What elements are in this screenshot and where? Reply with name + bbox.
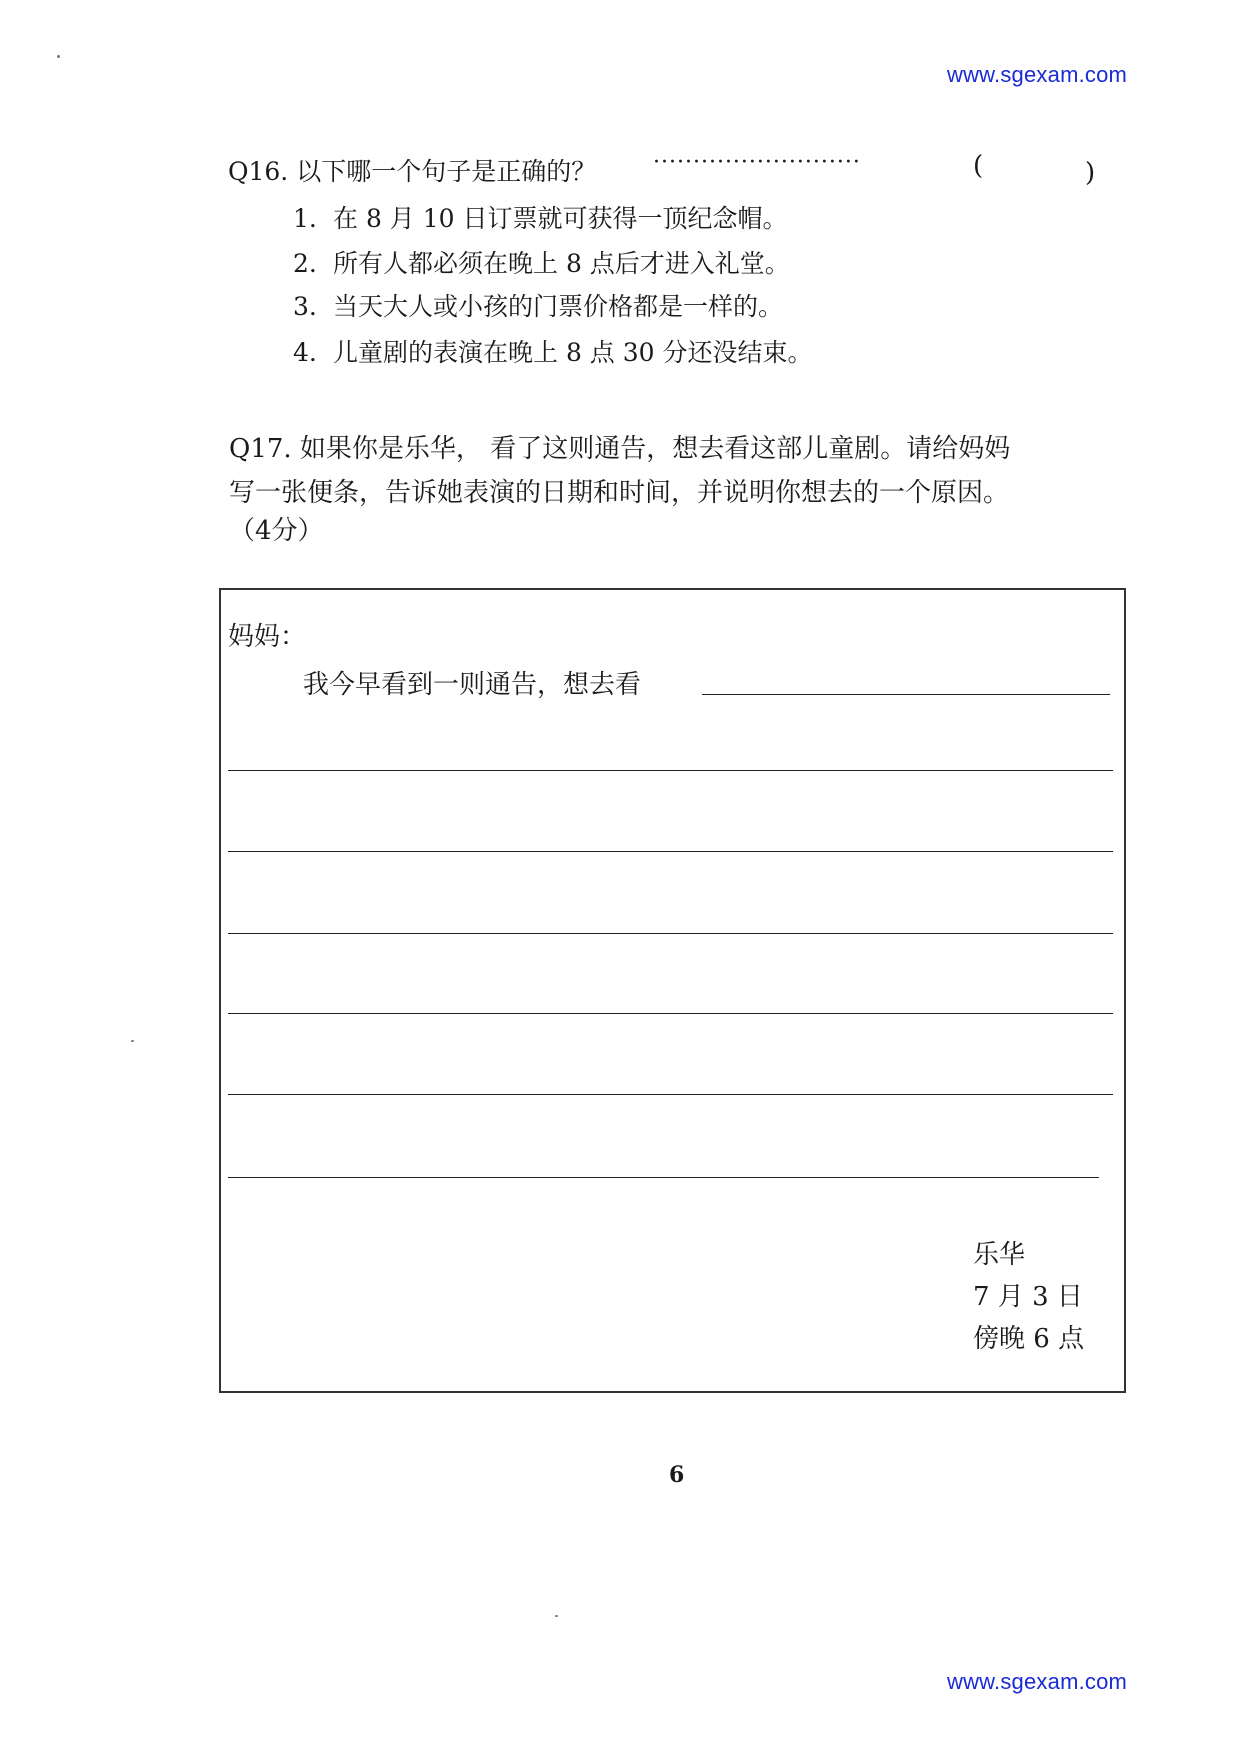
note-signature-time: 傍晚 6 点 — [973, 1324, 1085, 1354]
answer-bracket-open: ( — [973, 151, 984, 181]
answer-bracket-close: ) — [1085, 158, 1096, 188]
q16-option-4 — [293, 333, 813, 369]
option-text: 当天大人或小孩的门票价格都是一样的。 — [333, 292, 784, 321]
writing-line[interactable] — [228, 770, 1113, 771]
q17-question-line-2: 写一张便条，告诉她表演的日期和时间，并说明你想去的一个原因。 — [229, 478, 1010, 508]
watermark-top[interactable]: www.sgexam.com — [947, 62, 1128, 87]
option-text: 在 8 月 10 日订票就可获得一顶纪念帽。 — [333, 204, 788, 233]
answer-box — [219, 588, 1126, 1393]
option-text: 所有人都必须在晚上 8 点后才进入礼堂。 — [333, 249, 790, 278]
q16-option-2 — [293, 244, 790, 280]
note-salutation: 妈妈： — [228, 622, 307, 652]
q16-dot-leader: ·························· — [653, 150, 861, 175]
writing-line[interactable] — [228, 851, 1113, 852]
writing-line-first[interactable] — [702, 694, 1110, 695]
note-signature-date: 7 月 3 日 — [973, 1282, 1083, 1312]
writing-line[interactable] — [228, 1094, 1113, 1095]
q17-question-line-1: Q17. 如果你是乐华， 看了这则通告，想去看这部儿童剧。请给妈妈 — [229, 434, 1011, 464]
q17-marks: （4分） — [229, 516, 324, 546]
writing-line[interactable] — [228, 1013, 1113, 1014]
watermark-bottom[interactable]: www.sgexam.com — [947, 1669, 1128, 1694]
scan-speck — [131, 1040, 134, 1042]
q16-option-3 — [293, 287, 783, 323]
scan-speck — [555, 1615, 558, 1617]
page-number: 6 — [669, 1462, 685, 1488]
writing-line[interactable] — [228, 1177, 1099, 1178]
option-number: 2. — [293, 249, 317, 278]
q16-option-1 — [293, 199, 788, 235]
option-number: 3. — [293, 292, 317, 321]
writing-line[interactable] — [228, 933, 1113, 934]
q16-question: Q16. 以下哪一个句子是正确的？ — [228, 157, 597, 186]
note-opening: 我今早看到一则通告，想去看 — [303, 670, 642, 700]
option-number: 1. — [293, 204, 317, 233]
option-number: 4. — [293, 338, 317, 367]
scan-speck — [57, 55, 60, 58]
note-signature-name: 乐华 — [973, 1240, 1026, 1270]
option-text: 儿童剧的表演在晚上 8 点 30 分还没结束。 — [333, 338, 813, 367]
